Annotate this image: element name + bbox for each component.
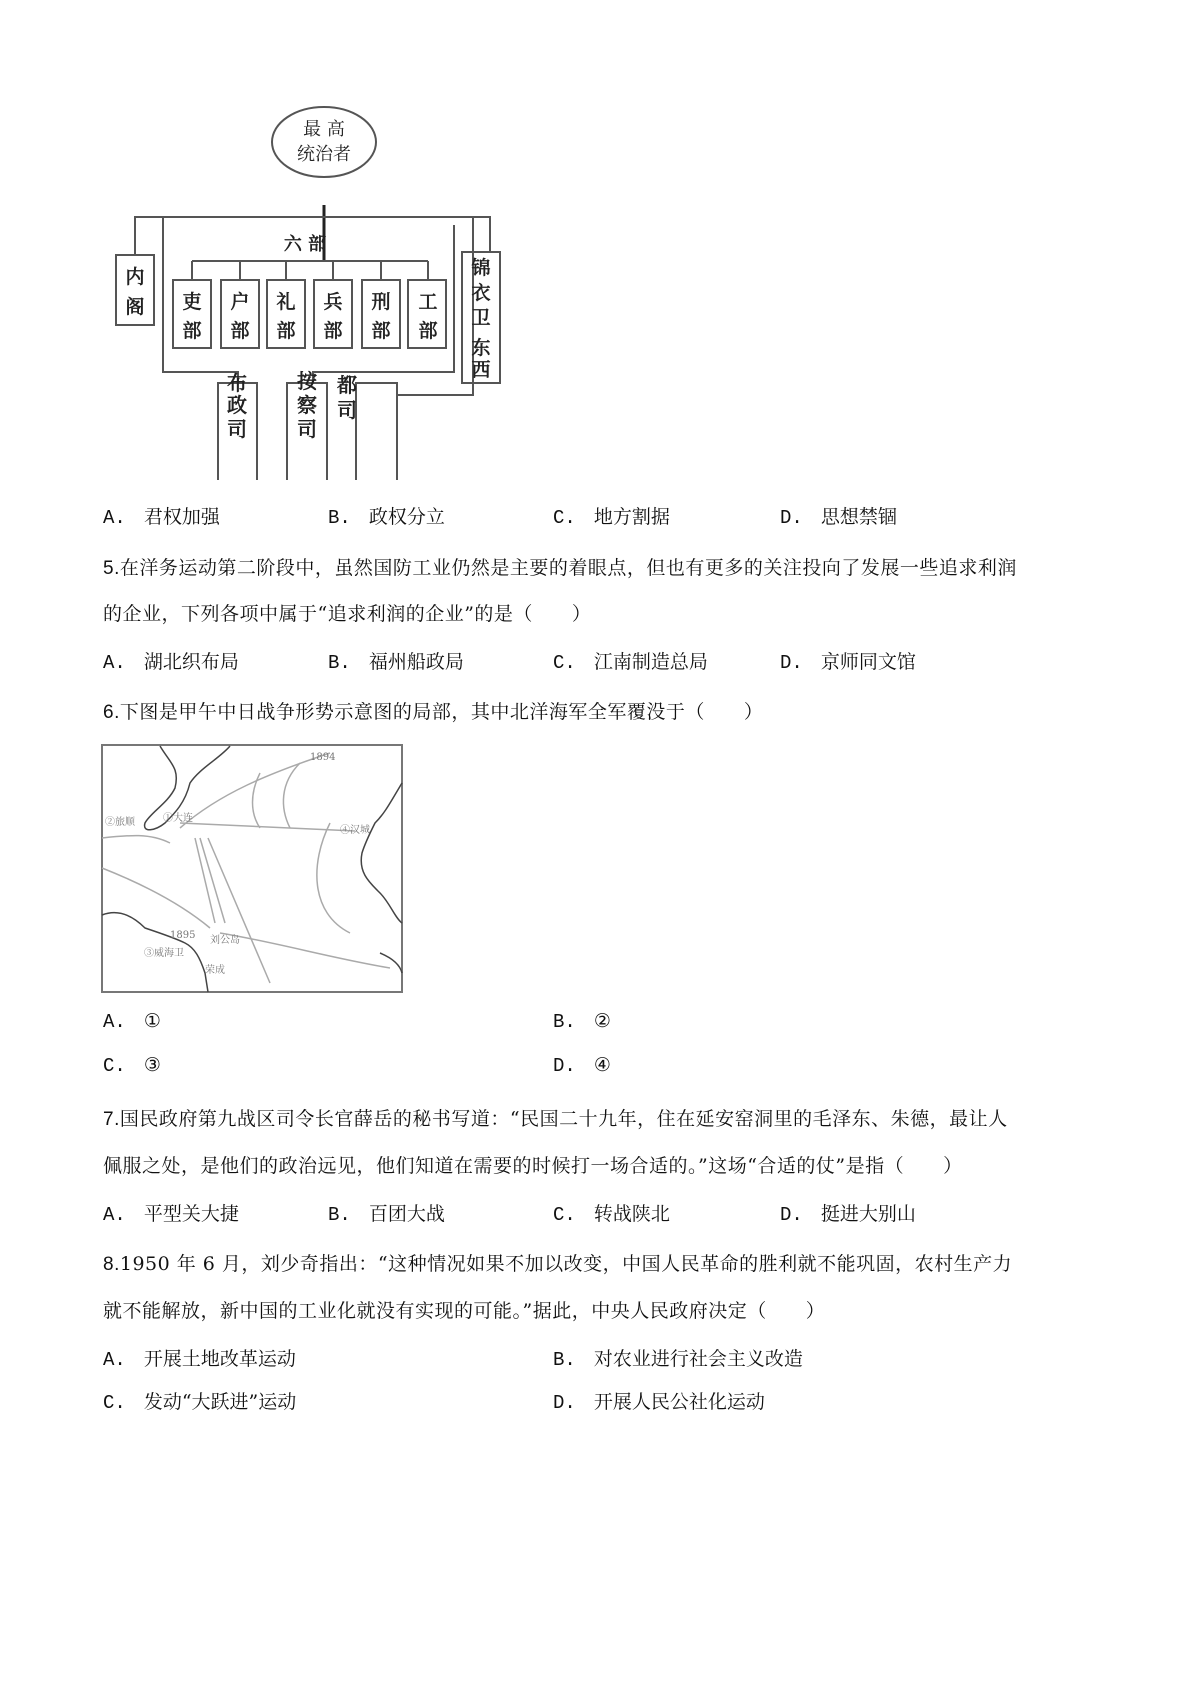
ming-government-structure-diagram [0, 0, 560, 500]
ministry-label: 部 [323, 320, 343, 342]
q7-option-c[interactable] [553, 1199, 670, 1226]
jinyiwei-label: 锦 [471, 257, 491, 279]
local-office-label: 司 [227, 417, 247, 441]
q8-stem-line2: 就不能解放，新中国的工业化就没有实现的可能。”据此，中央人民政府决定（ ） [103, 1300, 826, 1322]
option-text: 江南制造总局 [593, 651, 708, 673]
option-text: ④ [593, 1054, 611, 1076]
option-text: ② [593, 1010, 611, 1032]
map-label: 1894 [310, 752, 336, 763]
q5-option-a[interactable] [103, 647, 239, 674]
q7-option-d[interactable] [780, 1199, 916, 1226]
option-letter: A. [103, 1349, 126, 1371]
option-letter: C. [103, 1392, 126, 1414]
option-letter: D. [553, 1392, 576, 1414]
q4-option-c[interactable] [553, 502, 670, 529]
option-letter: A. [103, 1011, 126, 1033]
option-text: 发动“大跃进”运动 [143, 1391, 297, 1413]
ministry-label: 兵 [323, 291, 343, 313]
option-text: ① [143, 1010, 161, 1032]
q7-stem-line1 [103, 1104, 1008, 1131]
q7-option-b[interactable] [328, 1199, 445, 1226]
option-letter: C. [553, 1204, 576, 1226]
q4-option-b[interactable] [328, 502, 445, 529]
ministry-label: 部 [418, 320, 438, 342]
local-office-label: 察 [297, 393, 317, 417]
local-office-label: 司 [297, 417, 317, 441]
option-text: 开展人民公社化运动 [593, 1391, 765, 1413]
q8-option-b[interactable] [553, 1344, 803, 1371]
local-office-label: 司 [337, 398, 357, 422]
option-letter: B. [328, 1204, 351, 1226]
option-letter: C. [553, 652, 576, 674]
option-text: 转战陕北 [593, 1203, 670, 1225]
question-number: 7. [103, 1109, 120, 1130]
option-letter: B. [328, 652, 351, 674]
option-text: 百团大战 [368, 1203, 445, 1225]
option-letter: A. [103, 652, 126, 674]
q8-option-a[interactable] [103, 1344, 296, 1371]
option-text: 开展土地改革运动 [143, 1348, 296, 1370]
map-label: 荣成 [205, 965, 225, 976]
question-text: 下图是甲午中日战争形势示意图的局部，其中北洋海军全军覆没于（ ） [119, 701, 764, 723]
map-label: 1895 [170, 930, 196, 941]
option-letter: A. [103, 1204, 126, 1226]
q6-stem [103, 697, 763, 724]
ministry-label: 工 [418, 291, 438, 313]
q5-option-c[interactable] [553, 647, 708, 674]
ministry-label: 礼 [276, 291, 296, 313]
q5-option-b[interactable] [328, 647, 464, 674]
q7-stem-line2: 佩服之处，是他们的政治远见，他们知道在需要的时候打一场合适的。”这场“合适的仗”是指（ ） [103, 1155, 963, 1177]
option-text: 政权分立 [368, 506, 445, 528]
jinyiwei-label: 西 [471, 359, 491, 381]
option-letter: D. [780, 1204, 803, 1226]
option-letter: C. [103, 1055, 126, 1077]
cabinet-label: 内 [125, 266, 145, 288]
map-label: ③威海卫 [144, 948, 184, 959]
q6-option-d[interactable] [553, 1054, 611, 1077]
option-text: 地方割据 [593, 506, 670, 528]
map-label: ①大连 [163, 813, 193, 824]
question-number: 5. [103, 558, 120, 579]
q6-option-b[interactable] [553, 1010, 611, 1033]
q5-stem-line1 [103, 553, 1017, 580]
option-letter: D. [553, 1055, 576, 1077]
ministry-label: 部 [230, 320, 250, 342]
option-text: ③ [143, 1054, 161, 1076]
local-office-label: 都 [337, 373, 357, 397]
q6-option-a[interactable] [103, 1010, 161, 1033]
q7-option-a[interactable] [103, 1199, 239, 1226]
q5-option-d[interactable] [780, 647, 916, 674]
option-letter: B. [328, 507, 351, 529]
option-text: 对农业进行社会主义改造 [593, 1348, 803, 1370]
q6-option-c[interactable] [103, 1054, 161, 1077]
question-text: 1950 年 6 月，刘少奇指出：“这种情况如果不加以改变，中国人民革命的胜利就不能巩固，农村生产力 [119, 1253, 1013, 1275]
local-office-label: 按 [297, 369, 317, 393]
jinyiwei-label: 衣 [471, 282, 491, 304]
local-office-label: 布 [227, 371, 247, 395]
question-text: 在洋务运动第二阶段中，虽然国防工业仍然是主要的着眼点，但也有更多的关注投向了发展一些追求利润 [119, 557, 1017, 579]
jinyiwei-label: 东 [471, 337, 491, 359]
option-letter: D. [780, 652, 803, 674]
q4-option-d[interactable] [780, 502, 897, 529]
question-text: 国民政府第九战区司令长官薛岳的秘书写道：“民国二十九年，住在延安窑洞里的毛泽东、朱德，最让人 [119, 1108, 1008, 1130]
jinyiwei-label: 卫 [471, 307, 491, 329]
map-label: ②旅顺 [105, 817, 135, 828]
option-text: 思想禁锢 [820, 506, 897, 528]
question-number: 8. [103, 1254, 120, 1275]
q8-option-d[interactable] [553, 1387, 765, 1414]
cabinet-label: 阁 [125, 296, 145, 318]
ministry-label: 部 [276, 320, 296, 342]
ministry-label: 户 [230, 291, 250, 313]
option-letter: C. [553, 507, 576, 529]
option-letter: D. [780, 507, 803, 529]
q4-option-a[interactable] [103, 502, 220, 529]
map-label: 刘公岛 [210, 935, 240, 946]
option-text: 湖北织布局 [143, 651, 239, 673]
q5-stem-line2: 的企业，下列各项中属于“追求利润的企业”的是（ ） [103, 603, 592, 625]
option-text: 平型关大捷 [143, 1203, 239, 1225]
option-letter: B. [553, 1349, 576, 1371]
ministry-label: 部 [371, 320, 391, 342]
option-text: 福州船政局 [368, 651, 464, 673]
q8-stem-line1 [103, 1249, 1012, 1276]
six-ministries-label: 六 部 [283, 234, 327, 255]
option-letter: A. [103, 507, 126, 529]
local-office-label: 政 [227, 393, 247, 417]
map-label: ④汉城 [340, 825, 370, 836]
sino-japanese-war-map [100, 743, 405, 995]
question-number: 6. [103, 702, 120, 723]
ministry-label: 吏 [182, 291, 202, 313]
option-text: 君权加强 [143, 506, 220, 528]
diagram-top-line2: 统治者 [297, 144, 351, 165]
option-letter: B. [553, 1011, 576, 1033]
q8-option-c[interactable] [103, 1387, 296, 1414]
ministry-label: 刑 [371, 291, 391, 313]
option-text: 京师同文馆 [820, 651, 916, 673]
ministry-label: 部 [182, 320, 202, 342]
diagram-top-line1: 最 高 [303, 119, 345, 140]
option-text: 挺进大别山 [820, 1203, 916, 1225]
